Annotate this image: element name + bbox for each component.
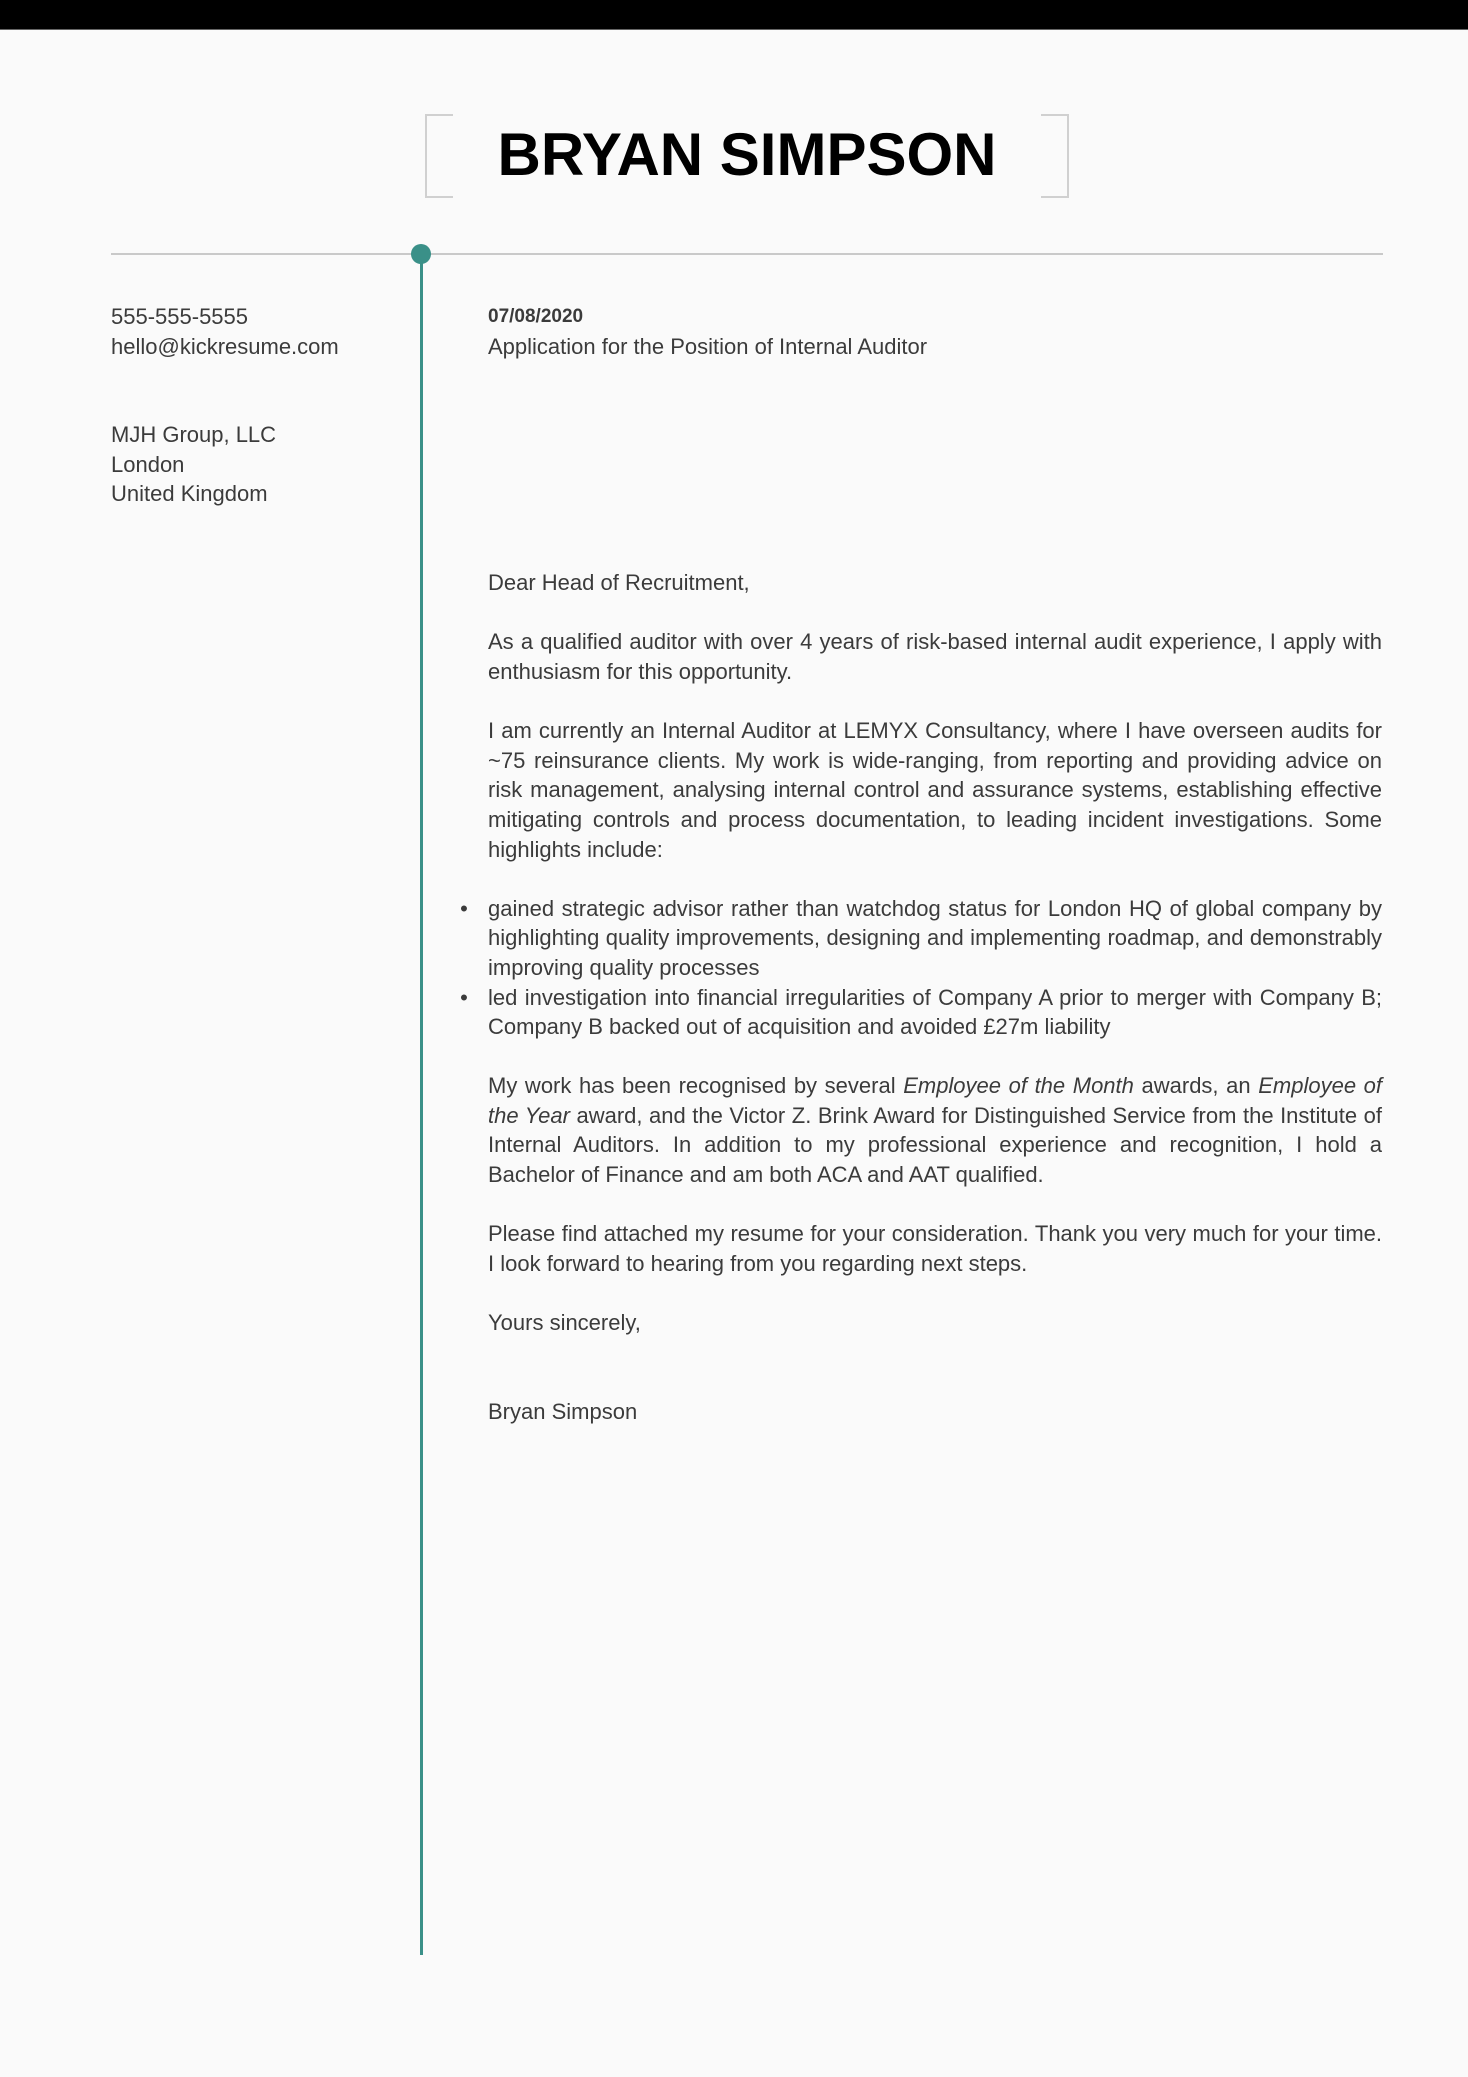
sender-phone: 555-555-5555: [111, 304, 249, 329]
paragraph-closing: Please find attached my resume for your consideration. Thank you very much for your time. I look forward to hearing from you regarding next steps.: [488, 1221, 1382, 1276]
paragraph-experience: I am currently an Internal Auditor at LEMYX Consultancy, where I have overseen audits for ~75 reinsurance clients. My work is wide-ranging, from reporting and providing advice on risk management, analysing internal control and assurance systems, establishing effective mitigating controls and process documentation, to leading incident investigations. Some highlights include:: [488, 718, 1382, 862]
award-title: Employee of the Month: [903, 1073, 1134, 1099]
applicant-name: BRYAN SIMPSON: [497, 121, 997, 188]
timeline-dot-icon: [411, 244, 431, 264]
recognition-text: My work has been recognised by several: [488, 1073, 904, 1099]
highlight-item: [460, 894, 1382, 983]
recipient-country: United Kingdom: [111, 481, 268, 506]
spacer: [488, 361, 1382, 568]
bullet-icon: •: [460, 895, 468, 921]
bullet-icon: •: [460, 984, 468, 1010]
signature: Bryan Simpson: [488, 1398, 638, 1424]
paragraph-recognition: [488, 1071, 1382, 1189]
paragraph-intro: As a qualified auditor with over 4 years of risk-based internal audit experience, I apply with enthusiasm for this opportunity.: [488, 629, 1382, 684]
vertical-divider: [420, 254, 423, 1955]
highlight-item: [460, 983, 1382, 1042]
letter-subject: Application for the Position of Internal Auditor: [488, 333, 928, 359]
right-bracket-decoration: [1041, 114, 1069, 198]
spacer: [488, 1338, 1382, 1397]
recipient-city: London: [111, 451, 185, 477]
recognition-text: award, and the Victor Z. Brink Award for Distinguished Service from the Institute of Internal Auditors. In addition to my professional experience and recognition, I hold a Bachelor of Finance and am both ACA and AAT qualified.: [488, 1102, 1382, 1188]
spacer: [111, 361, 401, 420]
highlight-text: led investigation into financial irregularities of Company A prior to merger with Company B; Company B backed out of acquisition and avoided £27m liability: [488, 984, 1382, 1040]
name-header: [425, 114, 1069, 196]
top-bar: [0, 0, 1468, 30]
closing-phrase: Yours sincerely,: [488, 1310, 641, 1336]
recipient-company: MJH Group, LLC: [111, 422, 277, 447]
highlight-text: gained strategic advisor rather than watchdog status for London HQ of global company by highlighting quality improvements, designing and implementing roadmap, and demonstrably improving quality processes: [488, 895, 1382, 980]
award-title: Employee of the Year: [488, 1073, 1382, 1128]
horizontal-divider: [111, 253, 1383, 255]
sender-email: hello@kickresume.com: [111, 333, 339, 359]
salutation: Dear Head of Recruitment,: [488, 570, 750, 596]
letter-date: 07/08/2020: [488, 306, 584, 327]
contact-column: [111, 302, 401, 509]
highlights-list: [460, 894, 1382, 1042]
recognition-text: awards, an: [1133, 1073, 1259, 1099]
letter-body: [460, 302, 1382, 1426]
